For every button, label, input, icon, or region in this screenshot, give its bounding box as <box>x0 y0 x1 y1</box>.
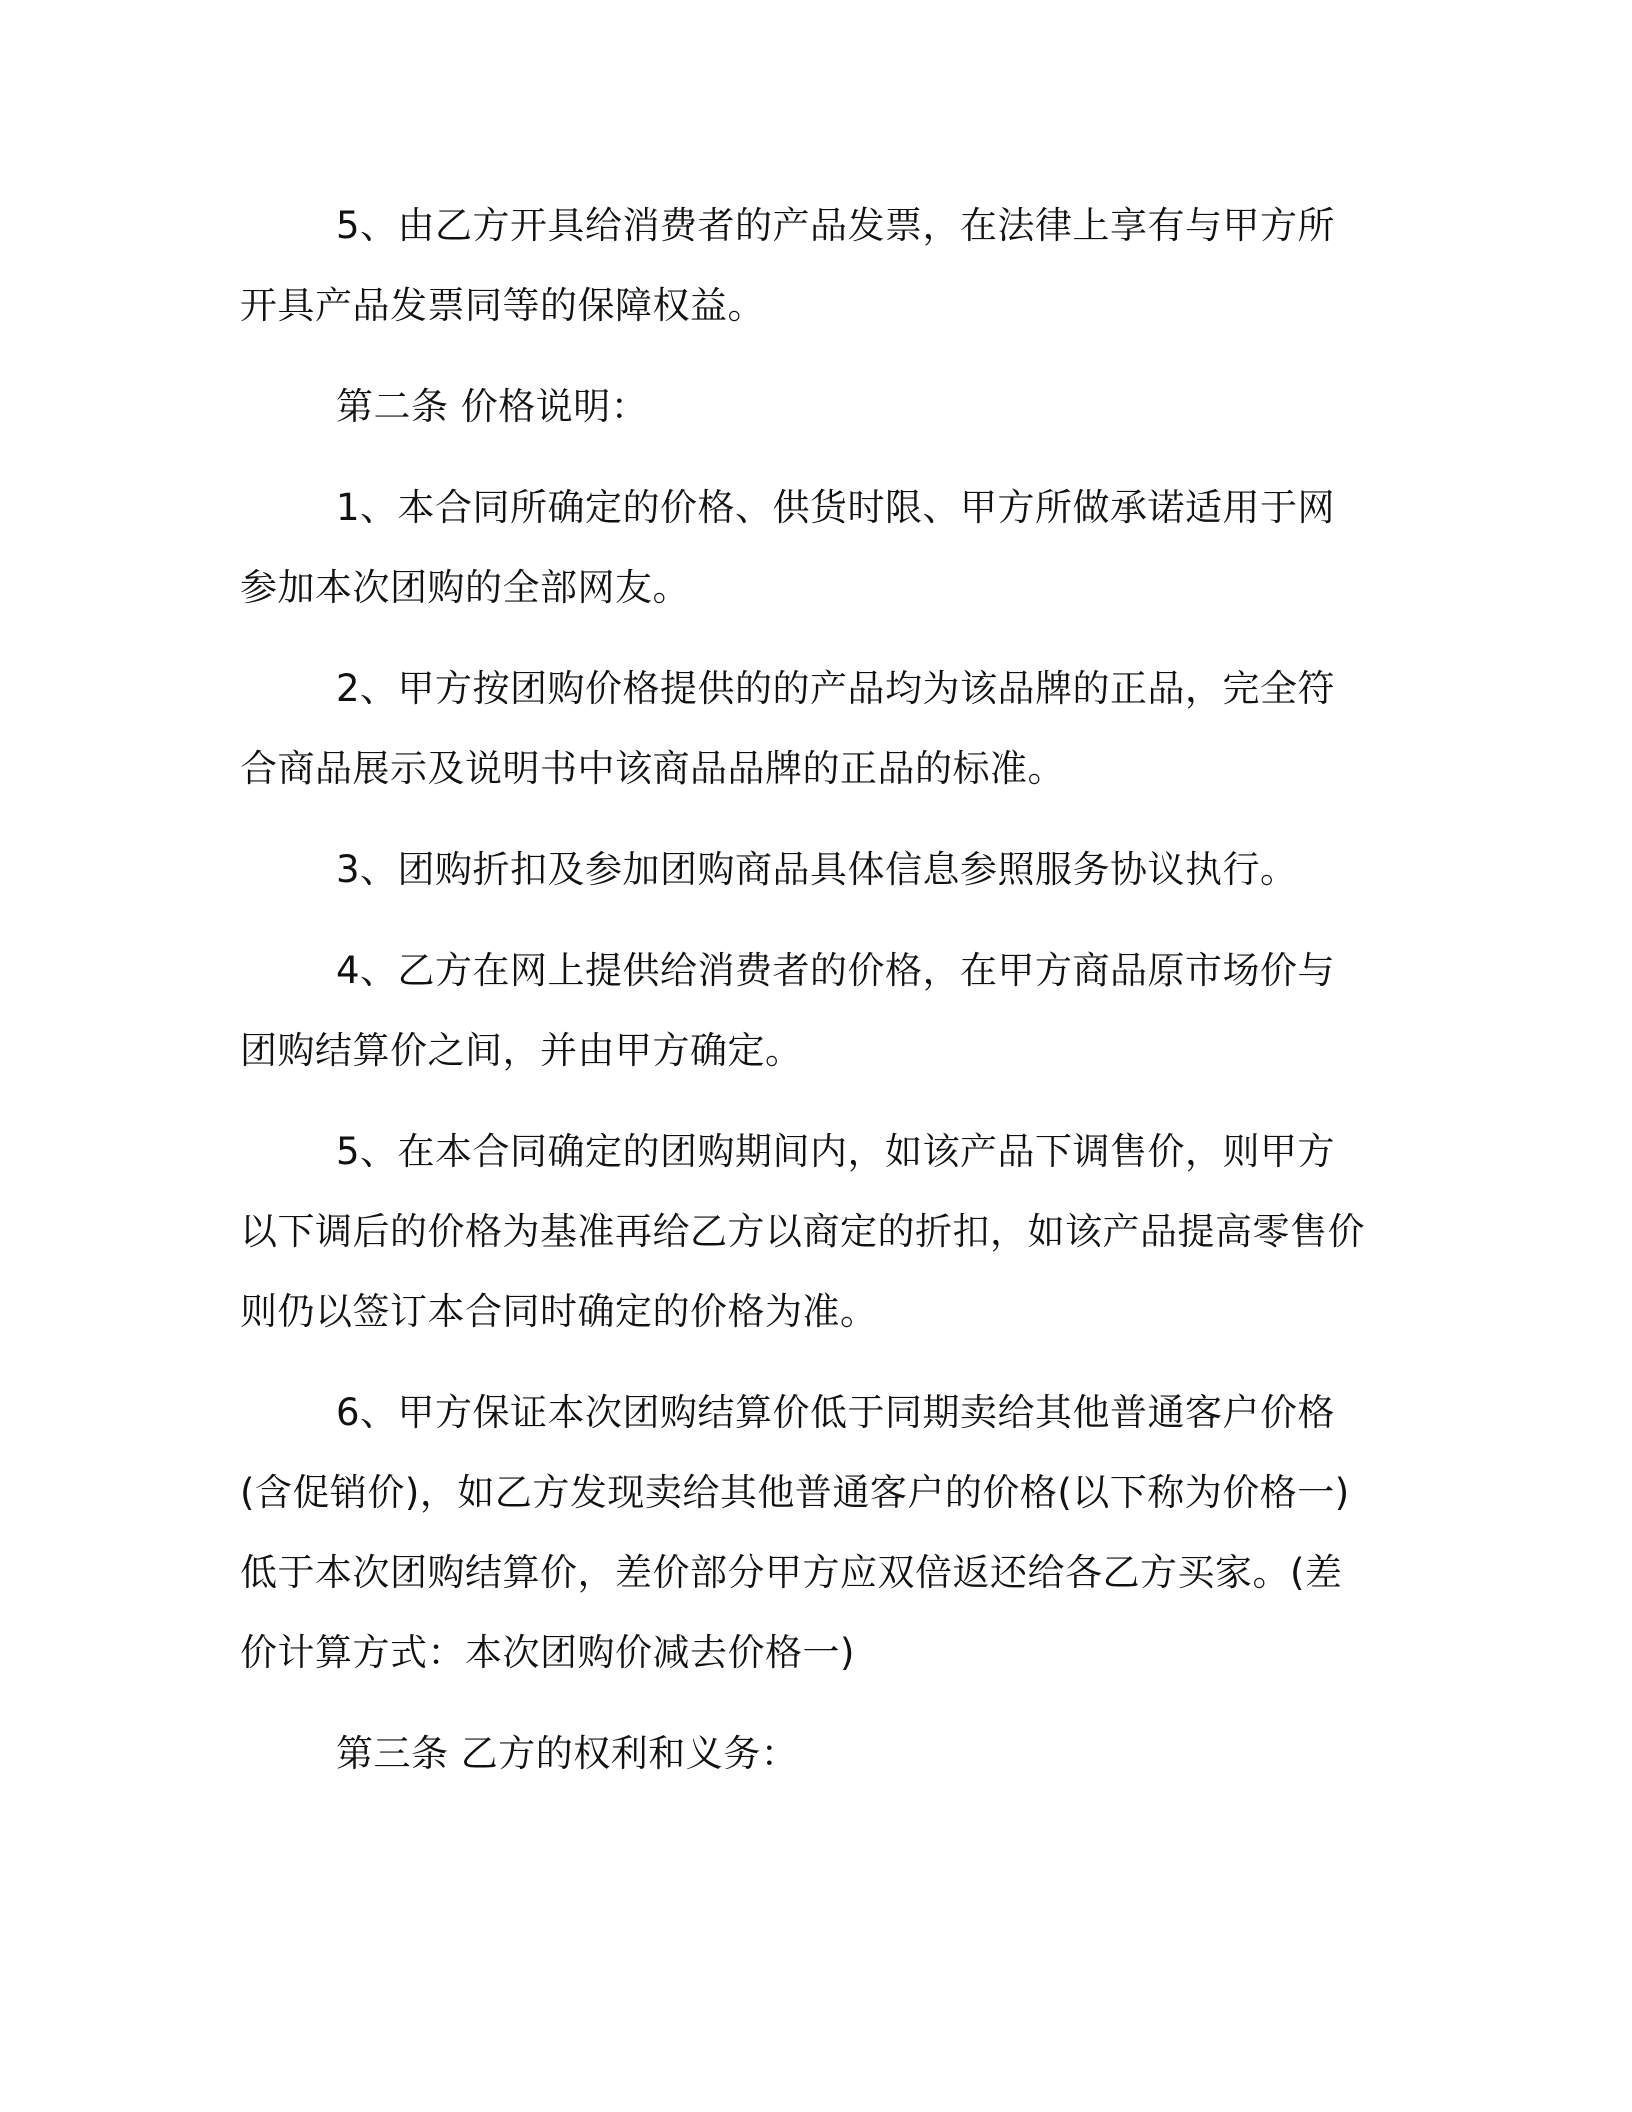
price-clause-6: 6、甲方保证本次团购结算价低于同期卖给其他普通客户价格(含促销价)，如乙方发现卖给其他普通客户的价格(以下称为价格一)低于本次团购结算价，差价部分甲方应双倍返还给各乙方买家。(差价计算方式：本次团购价减去价格一) <box>240 1391 1350 1674</box>
document-body <box>240 186 1370 1794</box>
price-clause-4: 4、乙方在网上提供给消费者的价格，在甲方商品原市场价与团购结算价之间，并由甲方确定。 <box>240 949 1336 1072</box>
price-clause-1: 1、本合同所确定的价格、供货时限、甲方所做承诺适用于网参加本次团购的全部网友。 <box>240 486 1336 609</box>
article-3-heading: 第三条 乙方的权利和义务： <box>336 1732 799 1775</box>
price-clause-3: 3、团购折扣及参加团购商品具体信息参照服务协议执行。 <box>336 848 1298 891</box>
article-2-heading: 第二条 价格说明： <box>336 385 649 428</box>
price-clause-2: 2、甲方按团购价格提供的的产品均为该品牌的正品，完全符合商品展示及说明书中该商品品牌的正品的标准。 <box>240 667 1336 790</box>
clause-5-invoice: 5、由乙方开具给消费者的产品发票，在法律上享有与甲方所开具产品发票同等的保障权益。 <box>240 204 1336 327</box>
price-clause-5: 5、在本合同确定的团购期间内，如该产品下调售价，则甲方以下调后的价格为基准再给乙方以商定的折扣，如该产品提高零售价则仍以签订本合同时确定的价格为准。 <box>240 1130 1365 1333</box>
